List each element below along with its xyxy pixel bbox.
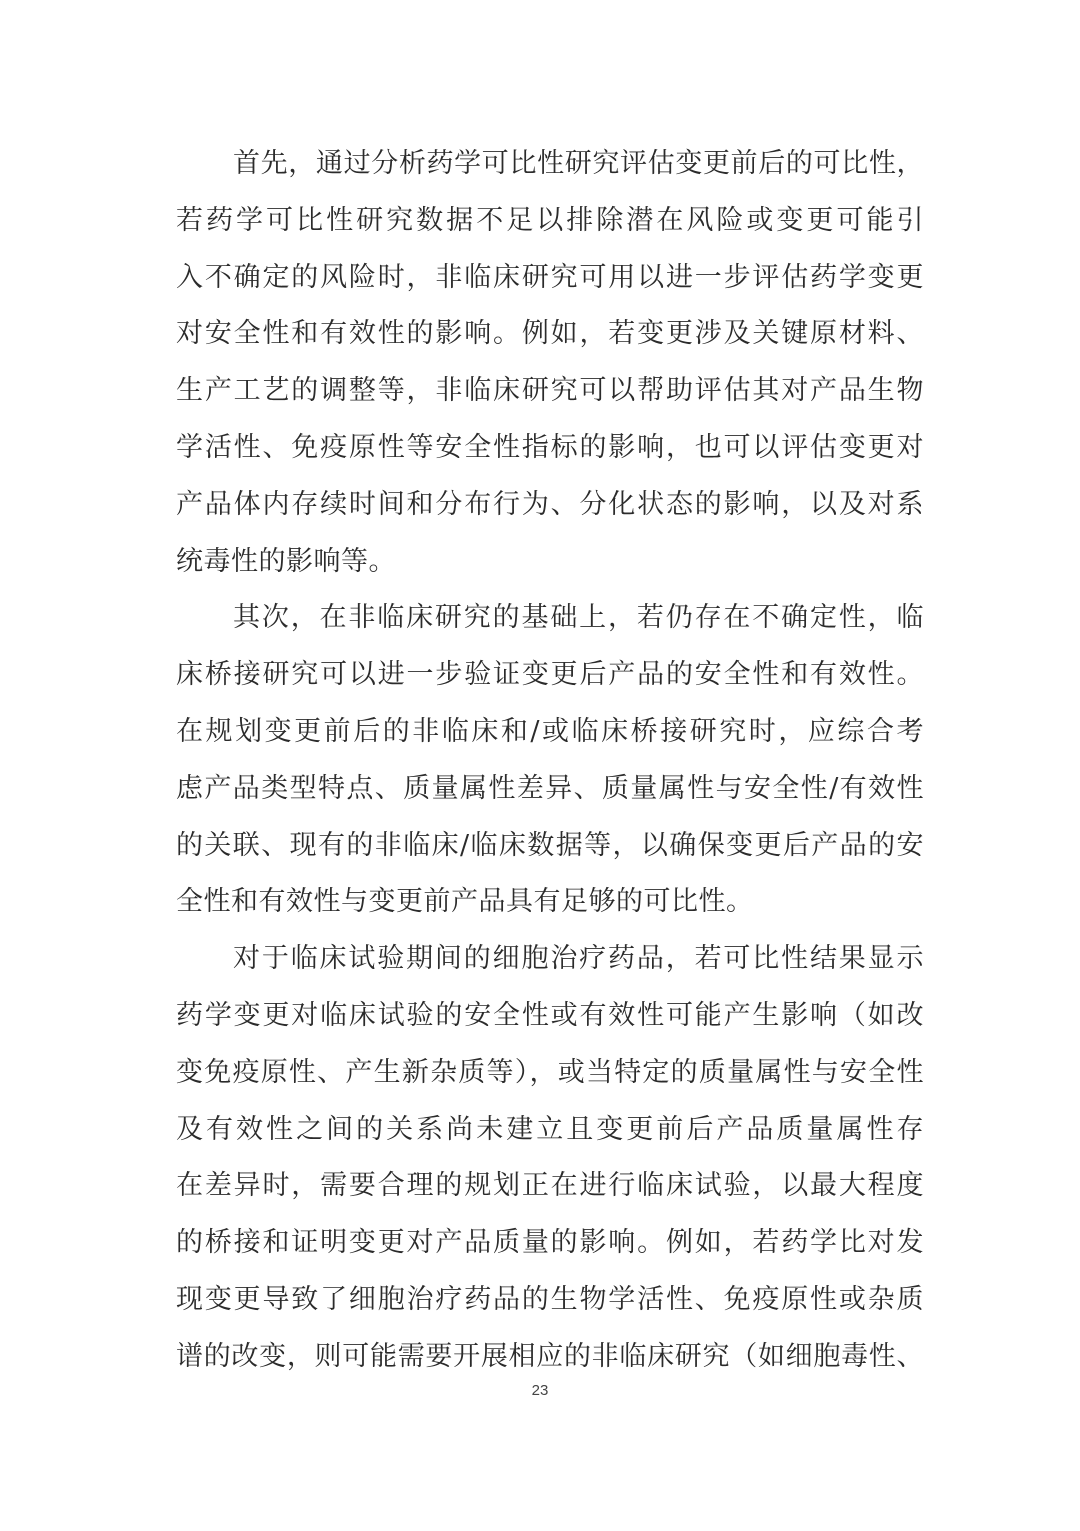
body-text <box>176 136 924 1386</box>
paragraph-1-line-2: 若药学可比性研究数据不足以排除潜在风险或变更可能引 <box>176 204 924 236</box>
paragraph-1-line-7: 产品体内存续时间和分布行为、分化状态的影响，以及对系 <box>176 488 924 520</box>
paragraph-3-line-4: 及有效性之间的关系尚未建立且变更前后产品质量属性存 <box>176 1113 924 1145</box>
paragraph-1-line-4: 对安全性和有效性的影响。例如，若变更涉及关键原材料、 <box>176 318 924 350</box>
paragraph-1-line-6: 学活性、免疫原性等安全性指标的影响，也可以评估变更对 <box>176 431 924 463</box>
paragraph-2-line-3: 在规划变更前后的非临床和/或临床桥接研究时，应综合考 <box>176 715 924 747</box>
paragraph-2-line-6: 全性和有效性与变更前产品具有足够的可比性。 <box>176 886 754 918</box>
paragraph-3-line-8: 谱的改变，则可能需要开展相应的非临床研究（如细胞毒性、 <box>176 1340 924 1372</box>
paragraph-1-line-3: 入不确定的风险时，非临床研究可用以进一步评估药学变更 <box>176 261 924 293</box>
paragraph-3-line-6: 的桥接和证明变更对产品质量的影响。例如，若药学比对发 <box>176 1227 924 1259</box>
paragraph-3-line-3: 变免疫原性、产生新杂质等），或当特定的质量属性与安全性 <box>176 1056 924 1088</box>
paragraph-2-line-4: 虑产品类型特点、质量属性差异、质量属性与安全性/有效性 <box>176 772 924 804</box>
paragraph-1-line-1: 首先，通过分析药学可比性研究评估变更前后的可比性， <box>233 148 924 179</box>
paragraph-2-line-1: 其次，在非临床研究的基础上，若仍存在不确定性，临 <box>233 602 924 634</box>
paragraph-3-line-1: 对于临床试验期间的细胞治疗药品，若可比性结果显示 <box>233 943 924 975</box>
paragraph-2-line-2: 床桥接研究可以进一步验证变更后产品的安全性和有效性。 <box>176 659 924 691</box>
paragraph-3-line-2: 药学变更对临床试验的安全性或有效性可能产生影响（如改 <box>176 999 924 1031</box>
page-number: 23 <box>531 1382 549 1399</box>
paragraph-1-line-8: 统毒性的影响等。 <box>176 545 396 577</box>
paragraph-2-line-5: 的关联、现有的非临床/临床数据等，以确保变更后产品的安 <box>176 829 924 861</box>
paragraph-3-line-5: 在差异时，需要合理的规划正在进行临床试验，以最大程度 <box>176 1170 924 1202</box>
paragraph-1-line-5: 生产工艺的调整等，非临床研究可以帮助评估其对产品生物 <box>176 375 924 407</box>
paragraph-3-line-7: 现变更导致了细胞治疗药品的生物学活性、免疫原性或杂质 <box>176 1283 924 1315</box>
